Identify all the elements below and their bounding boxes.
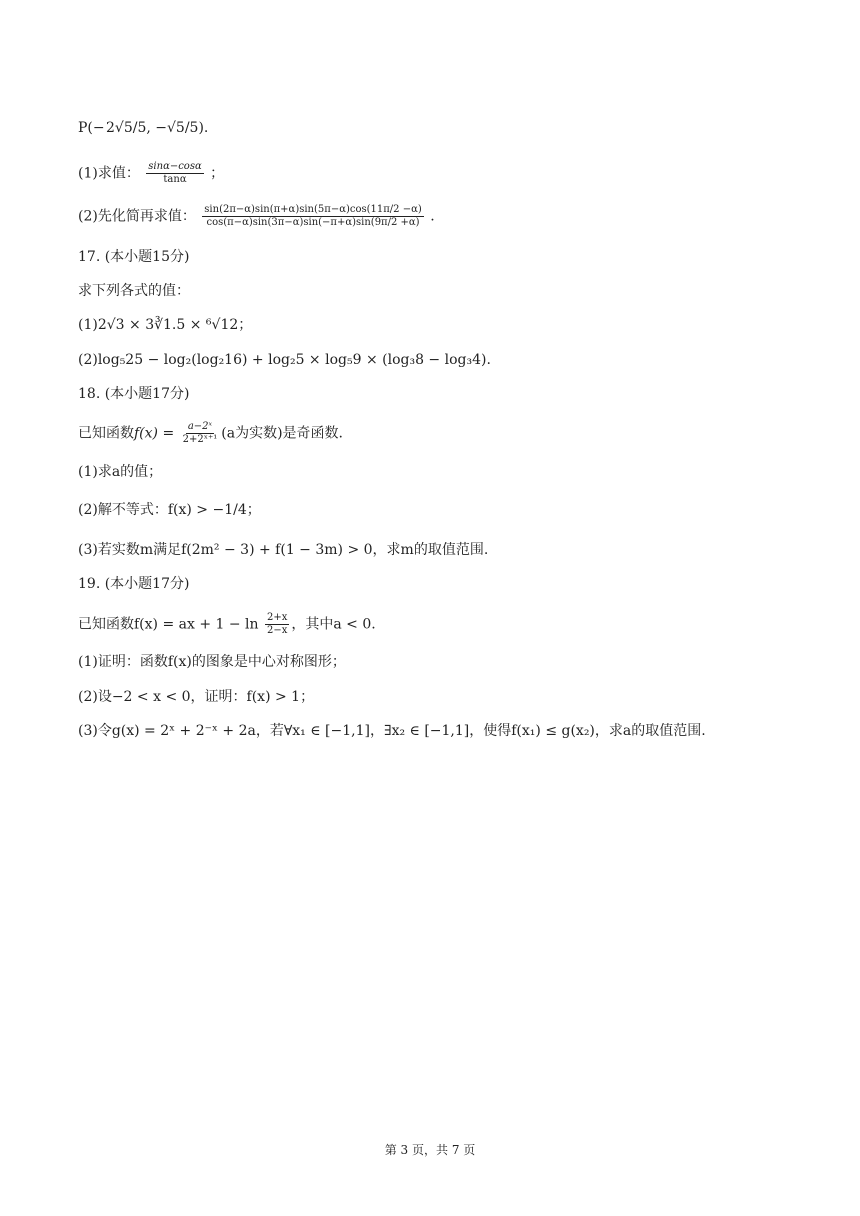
q16-part1-numerator: sinα−cosα: [148, 161, 202, 172]
q19-part2: (2)设−2 < x < 0，证明：f(x) > 1；: [78, 689, 315, 705]
q17-intro: 求下列各式的值：: [78, 283, 190, 299]
q19-numerator: 2+x: [267, 612, 288, 623]
q17-part2: (2)log₅25 − log₂(log₂16) + log₂5 × log₅9 × (log₃8 − log₃4).: [78, 352, 491, 368]
q18-heading: 18. (本小题17分): [78, 386, 190, 402]
q18-intro-a: 已知函数: [78, 425, 134, 442]
q16-part1-suffix: ；: [210, 165, 225, 182]
q18-intro-b: (a为实数)是奇函数.: [221, 425, 344, 442]
q16-part2-fraction: [202, 204, 423, 229]
q16-part1-denominator: tanα: [163, 174, 187, 185]
q18-numerator: a−2ˣ: [187, 421, 213, 432]
q19-part1: (1)证明：函数f(x)的图象是中心对称图形；: [78, 654, 346, 670]
q16-part2-denominator: cos(π−α)sin(3π−α)sin(−π+α)sin(9π/2 +α): [206, 217, 420, 228]
q19-fraction: [265, 612, 289, 637]
q18-part1: (1)求a的值；: [78, 464, 163, 480]
q18-fraction: [181, 421, 220, 446]
q18-intro: [78, 421, 343, 446]
q18-part3: (3)若实数m满足f(2m² − 3) + f(1 − 3m) > 0，求m的取值范围.: [78, 542, 489, 558]
q16-part2-prefix: (2)先化简再求值：: [78, 208, 196, 225]
q18-denominator: 2+2ˣ⁺¹: [182, 434, 218, 445]
q19-intro-a: 已知函数f(x) = ax + 1 − ln: [78, 616, 259, 633]
q19-intro: [78, 612, 376, 637]
q18-part2: (2)解不等式：f(x) > −1/4；: [78, 502, 261, 518]
q16-part1-fraction: [146, 161, 203, 186]
point-p-text: P(− 2√5/5, −√5/5).: [78, 120, 209, 136]
q19-denominator: 2−x: [267, 625, 288, 636]
q16-part2-numerator: sin(2π−α)sin(π+α)sin(5π−α)cos(11π/2 −α): [204, 204, 422, 215]
q16-part1: [78, 161, 224, 186]
q19-part3: (3)令g(x) = 2ˣ + 2⁻ˣ + 2a，若∀x₁ ∈ [−1,1]，∃x₂ ∈ [−1,1]，使得f(x₁) ≤ g(x₂)，求a的取值范围.: [78, 723, 706, 739]
q17-heading: 17. (本小题15分): [78, 249, 190, 265]
point-p-line: [78, 118, 208, 138]
q18-function: f(x) =: [134, 425, 175, 442]
q16-part1-prefix: (1)求值：: [78, 165, 140, 182]
q16-part2-suffix: .: [430, 208, 435, 225]
q17-part1: (1)2√3 × 3∛1.5 × ⁶√12；: [78, 317, 253, 333]
q16-part2: [78, 204, 435, 229]
q19-heading: 19. (本小题17分): [78, 576, 190, 592]
q19-intro-b: ，其中a < 0.: [291, 616, 376, 633]
page-footer: 第 3 页，共 7 页: [384, 1143, 476, 1157]
